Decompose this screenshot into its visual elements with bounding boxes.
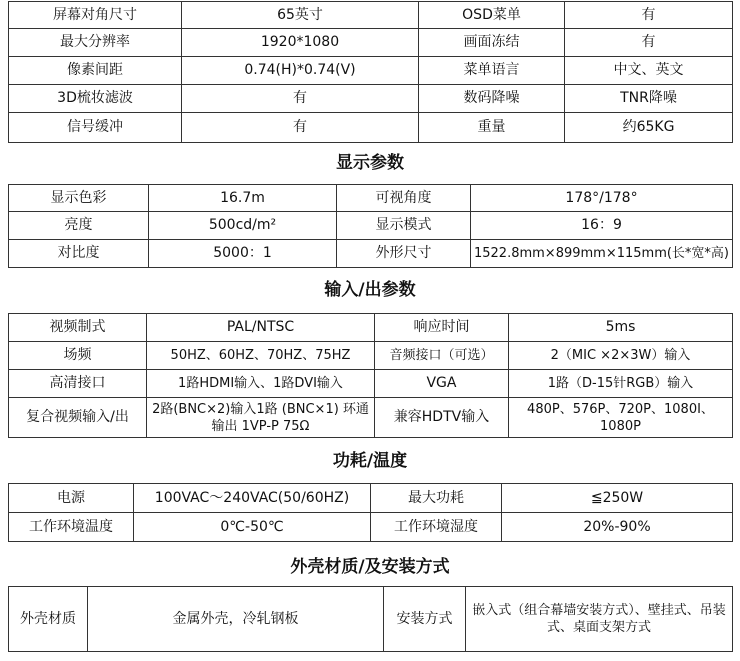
spec-label: 复合视频输入/出: [9, 398, 147, 438]
table-row: [9, 587, 733, 652]
spec-value: 1路HDMI输入、1路DVI输入: [147, 370, 375, 398]
spec-value: ≦250W: [502, 484, 733, 513]
display-spec-table: [8, 184, 733, 268]
spec-value: 65英寸: [182, 2, 419, 29]
table-row: [9, 57, 733, 85]
spec-value: 有: [565, 29, 733, 57]
spec-label: 信号缓冲: [9, 113, 182, 143]
spec-label: 音频接口（可选）: [375, 342, 509, 370]
spec-value: 中文、英文: [565, 57, 733, 85]
spec-value: 有: [182, 113, 419, 143]
spec-value: 500cd/m²: [149, 212, 337, 240]
spec-label: 屏幕对角尺寸: [9, 2, 182, 29]
section-title-power: 功耗/温度: [332, 451, 408, 471]
spec-label: 数码降噪: [419, 85, 565, 113]
spec-label: 亮度: [9, 212, 149, 240]
spec-label: 电源: [9, 484, 134, 513]
section-title-housing: 外壳材质/及安装方式: [290, 557, 450, 577]
table-row: [9, 240, 733, 268]
spec-label: 菜单语言: [419, 57, 565, 85]
table-row: [9, 29, 733, 57]
spec-label: 显示模式: [337, 212, 471, 240]
spec-value: 约65KG: [565, 113, 733, 143]
spec-value: 16.7m: [149, 185, 337, 212]
spec-value: 有: [182, 85, 419, 113]
spec-label: 像素间距: [9, 57, 182, 85]
housing-spec-table: [8, 586, 733, 652]
spec-label: 工作环境温度: [9, 513, 134, 542]
spec-label: 可视角度: [337, 185, 471, 212]
spec-value: 20%-90%: [502, 513, 733, 542]
spec-value: 0℃-50℃: [134, 513, 371, 542]
spec-value: 金属外壳，冷轧钢板: [88, 587, 384, 652]
spec-value: 178°/178°: [471, 185, 733, 212]
spec-label: 最大功耗: [371, 484, 502, 513]
table-row: [9, 370, 733, 398]
spec-value: TNR降噪: [565, 85, 733, 113]
table-row: [9, 342, 733, 370]
table-row: [9, 513, 733, 542]
basic-spec-table: [8, 1, 733, 143]
spec-label: 重量: [419, 113, 565, 143]
spec-label: 外壳材质: [9, 587, 88, 652]
spec-value: PAL/NTSC: [147, 314, 375, 342]
spec-label: 兼容HDTV输入: [375, 398, 509, 438]
spec-value: 2路(BNC×2)输入1路 (BNC×1) 环通输出 1VP-P 75Ω: [147, 398, 375, 438]
spec-label: 最大分辨率: [9, 29, 182, 57]
spec-value: 0.74(H)*0.74(V): [182, 57, 419, 85]
spec-label: 视频制式: [9, 314, 147, 342]
table-row: [9, 212, 733, 240]
spec-value: 有: [565, 2, 733, 29]
spec-label: 场频: [9, 342, 147, 370]
spec-label: 画面冻结: [419, 29, 565, 57]
spec-value: 2（MIC ×2×3W）输入: [509, 342, 733, 370]
section-title-display: 显示参数: [336, 153, 404, 173]
io-spec-table: [8, 313, 733, 438]
table-row: [9, 185, 733, 212]
table-row: [9, 2, 733, 29]
spec-value: 50HZ、60HZ、70HZ、75HZ: [147, 342, 375, 370]
table-row: [9, 314, 733, 342]
spec-value: 5000：1: [149, 240, 337, 268]
spec-label: 外形尺寸: [337, 240, 471, 268]
spec-value: 16：9: [471, 212, 733, 240]
spec-value: 5ms: [509, 314, 733, 342]
spec-value: 1路（D-15针RGB）输入: [509, 370, 733, 398]
spec-label: 响应时间: [375, 314, 509, 342]
spec-value: 1522.8mm×899mm×115mm(长*宽*高): [471, 240, 733, 268]
table-row: [9, 85, 733, 113]
spec-value: 1920*1080: [182, 29, 419, 57]
power-spec-table: [8, 483, 733, 542]
spec-value: 480P、576P、720P、1080I、1080P: [509, 398, 733, 438]
spec-label: 显示色彩: [9, 185, 149, 212]
spec-label: 高清接口: [9, 370, 147, 398]
table-row: [9, 484, 733, 513]
spec-label: 安装方式: [384, 587, 466, 652]
section-title-io: 输入/出参数: [324, 280, 416, 300]
spec-label: 对比度: [9, 240, 149, 268]
spec-label: 3D梳妆滤波: [9, 85, 182, 113]
table-row: [9, 113, 733, 143]
table-row: [9, 398, 733, 438]
spec-value: 100VAC～240VAC(50/60HZ): [134, 484, 371, 513]
spec-label: VGA: [375, 370, 509, 398]
spec-value: 嵌入式（组合幕墙安装方式）、壁挂式、吊装式、桌面支架方式: [466, 587, 733, 652]
spec-label: OSD菜单: [419, 2, 565, 29]
spec-label: 工作环境湿度: [371, 513, 502, 542]
